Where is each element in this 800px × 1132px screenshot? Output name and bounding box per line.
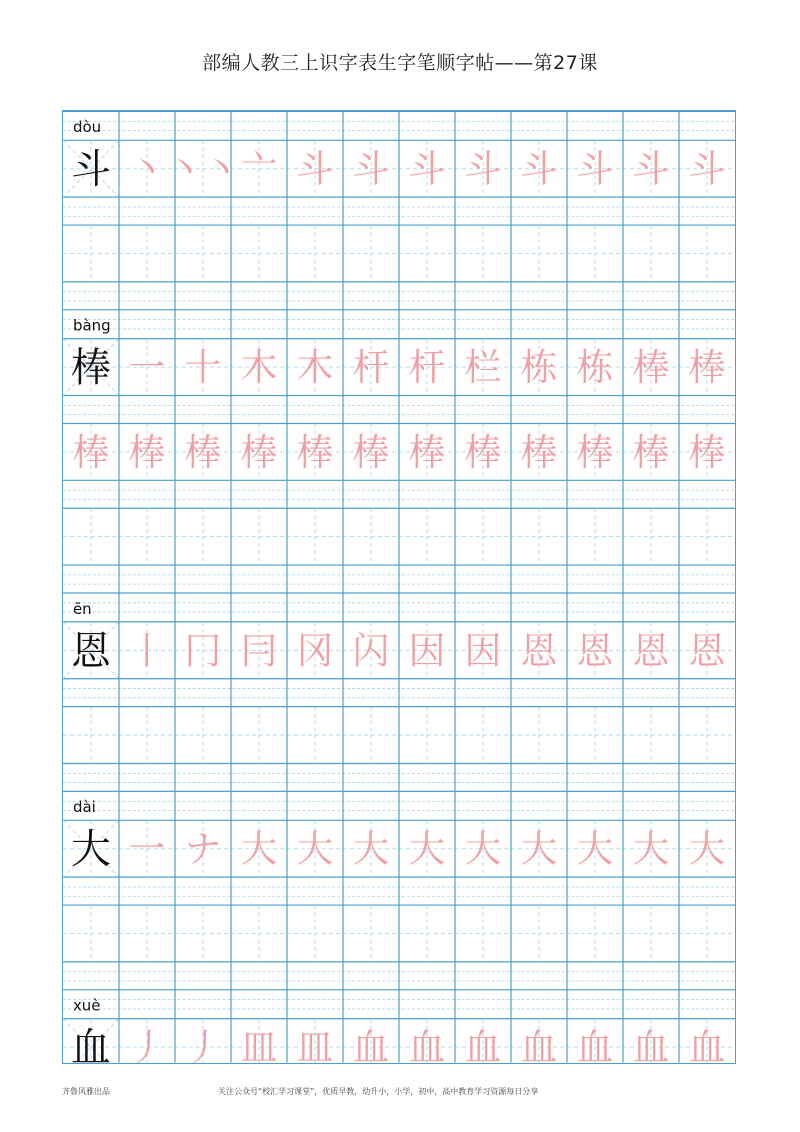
stroke-order-glyph: 丶 [128, 147, 166, 191]
model-character: 棒 [71, 345, 111, 392]
stroke-order-glyph: 大 [520, 827, 558, 871]
stroke-order-glyph: 棒 [352, 430, 390, 474]
stroke-order-glyph: 丨 [128, 629, 166, 673]
stroke-order-glyph: 棒 [408, 430, 446, 474]
stroke-order-glyph: 十 [184, 346, 222, 390]
stroke-order-glyph: 闪 [352, 629, 390, 673]
stroke-order-glyph: 大 [352, 827, 390, 871]
stroke-order-glyph: 斗 [632, 147, 670, 191]
stroke-order-glyph: 斗 [520, 147, 558, 191]
stroke-order-glyph: 棒 [520, 430, 558, 474]
stroke-order-glyph: 斗 [352, 147, 390, 191]
stroke-order-glyph: 一 [128, 346, 166, 390]
stroke-order-glyph: 冃 [240, 629, 278, 673]
stroke-order-glyph: 杆 [352, 346, 390, 390]
stroke-order-glyph: 大 [296, 827, 334, 871]
pinyin-label: dòu [72, 118, 102, 137]
publisher-credit: 齐鲁风雅出品 [62, 1087, 110, 1096]
model-character: 斗 [71, 146, 111, 193]
stroke-order-glyph: 血 [688, 1026, 726, 1064]
stroke-order-glyph: 丶丶 [166, 147, 240, 191]
promo-footer: 关注公众号“校汇学习课堂”，优质早教，幼升小，小学，初中，高中教育学习资源每日分享 [218, 1087, 539, 1096]
stroke-order-glyph: 恩 [576, 629, 614, 673]
stroke-order-glyph: 血 [464, 1026, 502, 1064]
stroke-order-glyph: 恩 [520, 629, 558, 673]
stroke-order-glyph: 大 [408, 827, 446, 871]
stroke-order-glyph: 棒 [688, 430, 726, 474]
stroke-order-glyph: 因 [464, 629, 502, 673]
pinyin-label: xuè [72, 996, 101, 1015]
stroke-order-glyph: 棒 [632, 430, 670, 474]
stroke-order-glyph: 大 [240, 827, 278, 871]
stroke-order-glyph: 斗 [296, 147, 334, 191]
stroke-order-glyph: 棒 [576, 430, 614, 474]
stroke-order-glyph: 大 [688, 827, 726, 871]
stroke-order-glyph: 恩 [632, 629, 670, 673]
stroke-order-glyph: 大 [576, 827, 614, 871]
stroke-order-glyph: 棒 [632, 346, 670, 390]
stroke-order-glyph: 大 [632, 827, 670, 871]
stroke-order-glyph: 亠 [240, 147, 278, 191]
stroke-order-glyph: 血 [520, 1026, 558, 1064]
stroke-order-glyph: 斗 [576, 147, 614, 191]
stroke-order-glyph: 栋 [576, 346, 614, 390]
stroke-order-glyph: 棒 [296, 430, 334, 474]
stroke-order-glyph: 因 [408, 629, 446, 673]
model-character: 恩 [71, 628, 111, 675]
stroke-order-glyph: 棒 [184, 430, 222, 474]
stroke-order-glyph: 斗 [408, 147, 446, 191]
stroke-order-glyph: 杆 [408, 346, 446, 390]
stroke-order-glyph: 栋 [520, 346, 558, 390]
page-title: 部编人教三上识字表生字笔顺字帖——第27课 [202, 52, 598, 74]
pinyin-label: bàng [72, 316, 111, 335]
stroke-order-glyph: 大 [464, 827, 502, 871]
stroke-order-glyph: 皿 [240, 1026, 278, 1064]
stroke-order-glyph: 棒 [240, 430, 278, 474]
stroke-order-glyph: 皿 [296, 1026, 334, 1064]
practice-grid-sheet [62, 110, 736, 1064]
stroke-order-glyph: 冈 [296, 629, 334, 673]
stroke-order-glyph: 棒 [72, 430, 110, 474]
stroke-order-glyph: 恩 [688, 629, 726, 673]
stroke-order-glyph: 冂 [184, 629, 222, 673]
model-character: 大 [71, 826, 111, 873]
stroke-order-glyph: 斗 [688, 147, 726, 191]
stroke-order-glyph: 血 [576, 1026, 614, 1064]
stroke-order-glyph: ナ [184, 827, 222, 871]
stroke-order-glyph: 棒 [688, 346, 726, 390]
stroke-order-glyph: 丿 [128, 1026, 166, 1064]
stroke-order-glyph: 血 [408, 1026, 446, 1064]
stroke-order-glyph: 血 [632, 1026, 670, 1064]
stroke-order-glyph: 栏 [464, 346, 502, 390]
pinyin-label: ēn [72, 599, 92, 618]
pinyin-label: dài [72, 798, 96, 817]
stroke-order-glyph: 血 [352, 1026, 390, 1064]
stroke-order-glyph: 棒 [464, 430, 502, 474]
stroke-order-glyph: 斗 [464, 147, 502, 191]
model-character: 血 [71, 1025, 111, 1064]
stroke-order-glyph: 一 [128, 827, 166, 871]
stroke-order-glyph: 木 [240, 346, 278, 390]
stroke-order-glyph: 木 [296, 346, 334, 390]
stroke-order-glyph: 丿 [184, 1026, 222, 1064]
stroke-order-glyph: 棒 [128, 430, 166, 474]
